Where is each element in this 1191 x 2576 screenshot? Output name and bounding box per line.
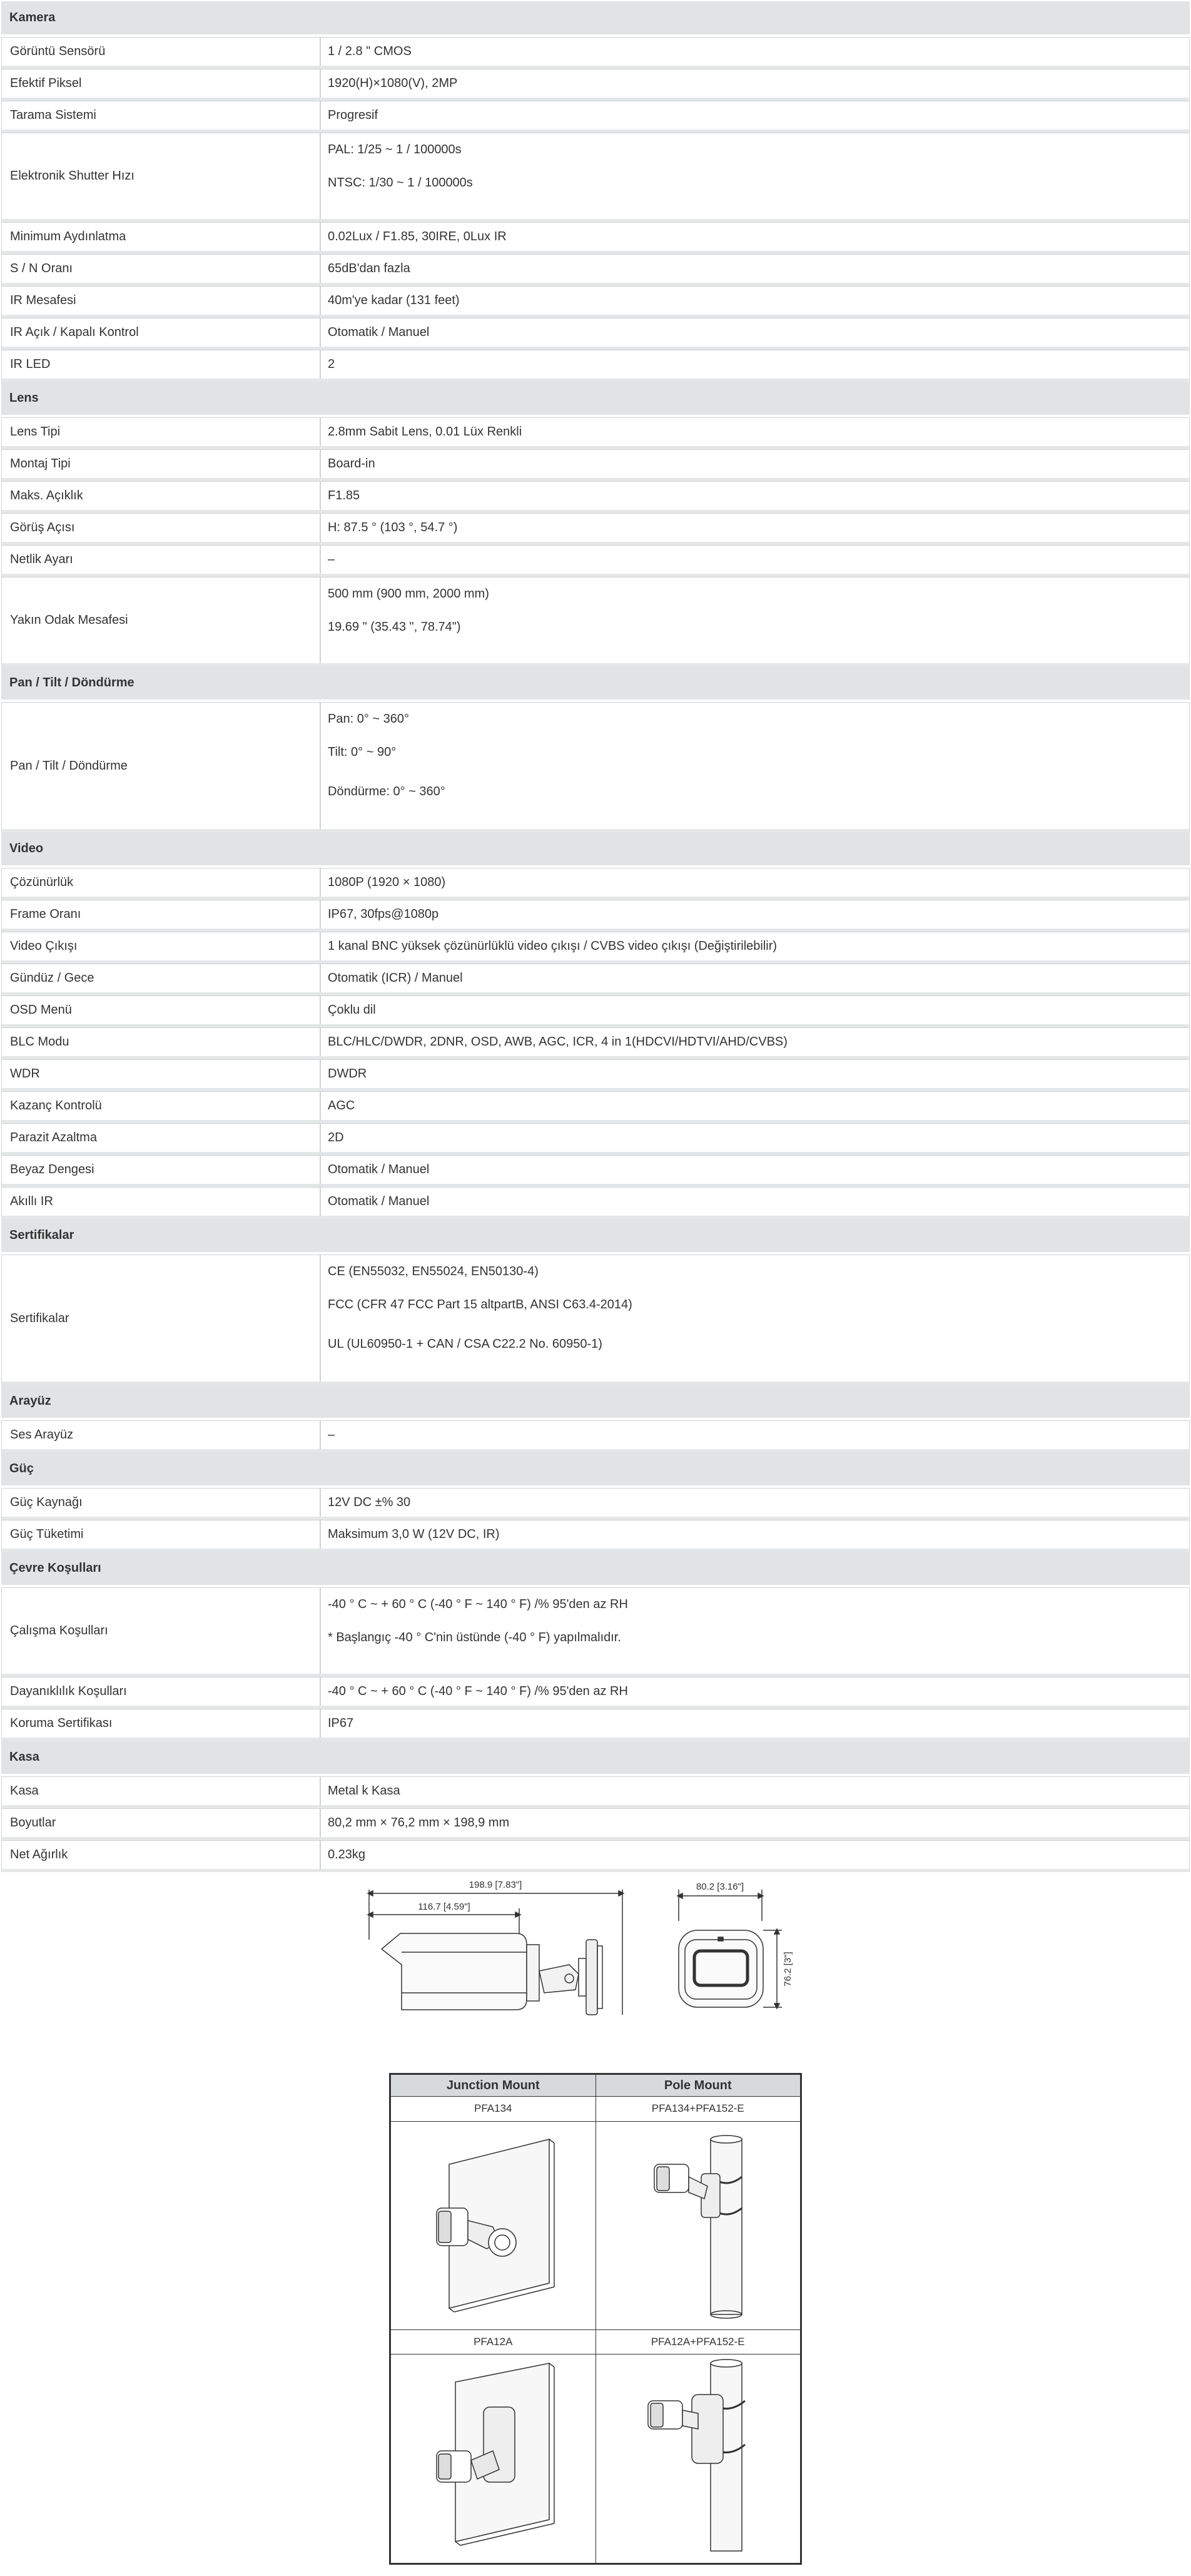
spec-label: Elektronik Shutter Hızı bbox=[2, 133, 321, 219]
spec-label: Frame Oranı bbox=[2, 900, 321, 929]
spec-value bbox=[321, 900, 1189, 929]
spec-label: Tarama Sistemi bbox=[2, 101, 321, 130]
spec-row bbox=[1, 1420, 1190, 1452]
spec-row bbox=[1, 133, 1190, 222]
mount-model: PFA12A bbox=[391, 2330, 596, 2355]
spec-label: Ses Arayüz bbox=[2, 1421, 321, 1449]
dim-width: 80.2 [3.16"] bbox=[696, 1881, 744, 1892]
spec-value-line: FCC (CFR 47 FCC Part 15 altpartB, ANSI C63.4-2014) bbox=[328, 1298, 632, 1311]
spec-row bbox=[1, 286, 1190, 318]
spec-row bbox=[1, 577, 1190, 666]
section-title: Çevre Koşulları bbox=[9, 1561, 101, 1575]
spec-value-line: NTSC: 1/30 ~ 1 / 100000s bbox=[328, 176, 473, 190]
spec-row bbox=[1, 101, 1190, 133]
spec-value bbox=[321, 1060, 1189, 1088]
spec-value-line: Progresif bbox=[328, 108, 378, 122]
spec-value-line: PAL: 1/25 ~ 1 / 100000s bbox=[328, 142, 462, 156]
spec-label: Akıllı IR bbox=[2, 1188, 321, 1216]
spec-value bbox=[321, 255, 1189, 283]
spec-value bbox=[321, 1124, 1189, 1152]
spec-label: Sertifikalar bbox=[2, 1255, 321, 1382]
spec-value-line: 2D bbox=[328, 1131, 344, 1144]
spec-row bbox=[1, 1587, 1190, 1677]
spec-row bbox=[1, 350, 1190, 382]
spec-label: Video Çıkışı bbox=[2, 932, 321, 960]
spec-value bbox=[321, 350, 1189, 379]
section-header bbox=[1, 666, 1190, 702]
spec-label: Pan / Tilt / Döndürme bbox=[2, 703, 321, 829]
spec-row bbox=[1, 1520, 1190, 1552]
spec-value bbox=[321, 964, 1189, 992]
spec-value bbox=[321, 418, 1189, 446]
spec-value-line: IP67, 30fps@1080p bbox=[328, 907, 439, 921]
spec-value bbox=[321, 1677, 1189, 1706]
spec-row bbox=[1, 69, 1190, 101]
spec-label: Koruma Sertifikası bbox=[2, 1709, 321, 1738]
spec-row bbox=[1, 900, 1190, 932]
spec-value-line: -40 ° C ~ + 60 ° C (-40 ° F ~ 140 ° F) /% 95'den az RH bbox=[328, 1597, 628, 1611]
pole-mount-illustration bbox=[596, 2355, 801, 2563]
mount-model: PFA134 bbox=[391, 2097, 596, 2121]
spec-value bbox=[321, 1809, 1189, 1837]
spec-value-line: – bbox=[328, 552, 335, 566]
spec-value-line: 1 / 2.8 " CMOS bbox=[328, 44, 412, 58]
spec-label: S / N Oranı bbox=[2, 255, 321, 283]
spec-row bbox=[1, 1840, 1190, 1872]
spec-row bbox=[1, 1488, 1190, 1520]
spec-label: Beyaz Dengesi bbox=[2, 1156, 321, 1184]
spec-table bbox=[1, 1, 1190, 1872]
spec-value-line: 65dB'dan fazla bbox=[328, 262, 410, 275]
dim-length-body: 116.7 [4.59"] bbox=[418, 1901, 470, 1912]
spec-label: Kasa bbox=[2, 1777, 321, 1805]
spec-value-line: Otomatik / Manuel bbox=[328, 325, 430, 339]
spec-value-line: Otomatik / Manuel bbox=[328, 1163, 430, 1176]
section-title: Kamera bbox=[9, 11, 56, 24]
spec-label: Görüş Açısı bbox=[2, 514, 321, 542]
spec-value-line: IP67 bbox=[328, 1716, 354, 1730]
spec-row bbox=[1, 513, 1190, 545]
spec-row bbox=[1, 1187, 1190, 1219]
spec-value-line: -40 ° C ~ + 60 ° C (-40 ° F ~ 140 ° F) /% 95'den az RH bbox=[328, 1684, 628, 1698]
spec-value-line: 1080P (1920 × 1080) bbox=[328, 875, 446, 889]
section-title: Kasa bbox=[9, 1750, 39, 1764]
spec-value-line: 40m'ye kadar (131 feet) bbox=[328, 293, 460, 307]
spec-label: Güç Tüketimi bbox=[2, 1520, 321, 1549]
section-title: Arayüz bbox=[9, 1394, 51, 1408]
spec-row bbox=[1, 1808, 1190, 1840]
spec-value bbox=[321, 223, 1189, 251]
spec-label: Minimum Aydınlatma bbox=[2, 223, 321, 251]
spec-row bbox=[1, 318, 1190, 350]
spec-value-line: 1 kanal BNC yüksek çözünürlüklü video çıkışı / CVBS video çıkışı (Değiştirilebilir) bbox=[328, 939, 778, 953]
spec-value bbox=[321, 1489, 1189, 1517]
spec-label: Gündüz / Gece bbox=[2, 964, 321, 992]
spec-value-line: 2.8mm Sabit Lens, 0.01 Lüx Renkli bbox=[328, 425, 522, 439]
section-header bbox=[1, 832, 1190, 868]
spec-value bbox=[321, 38, 1189, 66]
spec-label: Kazanç Kontrolü bbox=[2, 1092, 321, 1120]
spec-value bbox=[321, 1588, 1189, 1674]
spec-row bbox=[1, 545, 1190, 577]
spec-value-line: Otomatik (ICR) / Manuel bbox=[328, 971, 463, 985]
spec-label: WDR bbox=[2, 1060, 321, 1088]
spec-value-line: Çoklu dil bbox=[328, 1003, 376, 1017]
junction-mount-illustration bbox=[391, 2355, 596, 2563]
spec-value bbox=[321, 482, 1189, 510]
spec-value-line: Otomatik / Manuel bbox=[328, 1194, 430, 1208]
spec-label: Montaj Tipi bbox=[2, 450, 321, 478]
spec-label: Boyutlar bbox=[2, 1809, 321, 1837]
spec-row bbox=[1, 964, 1190, 995]
section-header bbox=[1, 1741, 1190, 1776]
spec-value-line: 0.23kg bbox=[328, 1848, 366, 1861]
spec-label: Maks. Açıklık bbox=[2, 482, 321, 510]
spec-value bbox=[321, 1156, 1189, 1184]
spec-value-line: * Başlangıç -40 ° C'nin üstünde (-40 ° F) yapılmalıdır. bbox=[328, 1631, 621, 1644]
spec-value-line: 1920(H)×1080(V), 2MP bbox=[328, 76, 458, 90]
spec-value bbox=[321, 287, 1189, 315]
spec-value-line: Pan: 0° ~ 360° bbox=[328, 711, 409, 726]
spec-value-line: BLC/HLC/DWDR, 2DNR, OSD, AWB, AGC, ICR, 4 in 1(HDCVI/HDTVI/AHD/CVBS) bbox=[328, 1035, 788, 1049]
section-header bbox=[1, 1219, 1190, 1255]
section-header bbox=[1, 1385, 1190, 1420]
spec-row bbox=[1, 449, 1190, 481]
spec-label: Güç Kaynağı bbox=[2, 1489, 321, 1517]
spec-value bbox=[321, 1255, 1189, 1382]
spec-value bbox=[321, 578, 1189, 663]
spec-value-line: 2 bbox=[328, 357, 335, 371]
spec-value bbox=[321, 932, 1189, 960]
spec-value-line: H: 87.5 ° (103 °, 54.7 °) bbox=[328, 521, 458, 534]
spec-value bbox=[321, 69, 1189, 98]
spec-row bbox=[1, 1059, 1190, 1091]
spec-label: Net Ağırlık bbox=[2, 1841, 321, 1869]
spec-value bbox=[321, 868, 1189, 897]
spec-value bbox=[321, 514, 1189, 542]
spec-value bbox=[321, 996, 1189, 1024]
spec-row bbox=[1, 1123, 1190, 1155]
spec-label: Efektif Piksel bbox=[2, 69, 321, 98]
spec-value-line: 80,2 mm × 76,2 mm × 198,9 mm bbox=[328, 1816, 510, 1830]
spec-value bbox=[321, 101, 1189, 130]
spec-row bbox=[1, 37, 1190, 69]
spec-label: BLC Modu bbox=[2, 1028, 321, 1056]
section-header bbox=[1, 1452, 1190, 1488]
spec-label: Parazit Azaltma bbox=[2, 1124, 321, 1152]
camera-front-view bbox=[677, 1890, 782, 2008]
section-header bbox=[1, 1, 1190, 37]
spec-value bbox=[321, 450, 1189, 478]
spec-value bbox=[321, 133, 1189, 219]
spec-value bbox=[321, 1841, 1189, 1869]
spec-value bbox=[321, 1777, 1189, 1805]
spec-value-line: Döndürme: 0° ~ 360° bbox=[328, 785, 445, 798]
section-title: Lens bbox=[9, 391, 39, 405]
dimension-drawing bbox=[363, 1871, 819, 2040]
spec-label: IR Açık / Kapalı Kontrol bbox=[2, 318, 321, 347]
junction-mount-illustration bbox=[391, 2121, 596, 2330]
spec-value-line: 0.02Lux / F1.85, 30IRE, 0Lux IR bbox=[328, 230, 507, 243]
mount-model: PFA134+PFA152-E bbox=[596, 2097, 801, 2121]
mount-model: PFA12A+PFA152-E bbox=[596, 2330, 801, 2355]
section-title: Sertifikalar bbox=[9, 1228, 74, 1242]
spec-row bbox=[1, 868, 1190, 900]
spec-label: Lens Tipi bbox=[2, 418, 321, 446]
spec-value-line: Metal k Kasa bbox=[328, 1784, 400, 1798]
spec-value-line: UL (UL60950-1 + CAN / CSA C22.2 No. 60950-1) bbox=[328, 1337, 602, 1351]
spec-label: Yakın Odak Mesafesi bbox=[2, 578, 321, 663]
spec-row bbox=[1, 702, 1190, 832]
section-title: Video bbox=[9, 842, 44, 855]
spec-value bbox=[321, 1092, 1189, 1120]
mounts-table bbox=[389, 2073, 802, 2565]
section-header bbox=[1, 1552, 1190, 1587]
spec-row bbox=[1, 1091, 1190, 1123]
spec-row bbox=[1, 995, 1190, 1027]
spec-value bbox=[321, 1709, 1189, 1738]
section-title: Pan / Tilt / Döndürme bbox=[9, 676, 134, 690]
spec-value bbox=[321, 1188, 1189, 1216]
spec-row bbox=[1, 1677, 1190, 1709]
spec-value-line: 19.69 " (35.43 ", 78.74") bbox=[328, 620, 461, 634]
spec-row bbox=[1, 932, 1190, 964]
spec-value bbox=[321, 546, 1189, 574]
section-header bbox=[1, 382, 1190, 417]
spec-value-line: CE (EN55032, EN55024, EN50130-4) bbox=[328, 1264, 539, 1278]
spec-value-line: 500 mm (900 mm, 2000 mm) bbox=[328, 586, 489, 601]
spec-value-line: AGC bbox=[328, 1099, 355, 1112]
spec-label: Çözünürlük bbox=[2, 868, 321, 897]
spec-value-line: – bbox=[328, 1428, 335, 1442]
spec-label: OSD Menü bbox=[2, 996, 321, 1024]
mounts-header-pole: Pole Mount bbox=[596, 2075, 801, 2097]
spec-value bbox=[321, 703, 1189, 829]
spec-row bbox=[1, 481, 1190, 513]
spec-value bbox=[321, 1520, 1189, 1549]
spec-value-line: F1.85 bbox=[328, 489, 360, 502]
spec-row bbox=[1, 1709, 1190, 1741]
spec-label: IR LED bbox=[2, 350, 321, 379]
spec-value-line: Tilt: 0° ~ 90° bbox=[328, 745, 397, 759]
spec-row bbox=[1, 1155, 1190, 1187]
spec-row bbox=[1, 1027, 1190, 1059]
dim-height: 76.2 [3"] bbox=[783, 1952, 793, 1987]
spec-value bbox=[321, 318, 1189, 347]
spec-row bbox=[1, 1776, 1190, 1808]
spec-value-line: Board-in bbox=[328, 457, 375, 471]
mounts-header-junction: Junction Mount bbox=[391, 2075, 596, 2097]
spec-value bbox=[321, 1028, 1189, 1056]
spec-value-line: Maksimum 3,0 W (12V DC, IR) bbox=[328, 1527, 500, 1541]
dim-length-total: 198.9 [7.83"] bbox=[469, 1880, 522, 1890]
spec-label: Çalışma Koşulları bbox=[2, 1588, 321, 1674]
spec-value-line: DWDR bbox=[328, 1067, 367, 1081]
spec-label: Dayanıklılık Koşulları bbox=[2, 1677, 321, 1706]
spec-label: IR Mesafesi bbox=[2, 287, 321, 315]
spec-row bbox=[1, 1255, 1190, 1385]
spec-row bbox=[1, 417, 1190, 449]
camera-side-view bbox=[368, 1890, 624, 2015]
spec-label: Netlik Ayarı bbox=[2, 546, 321, 574]
spec-value-line: 12V DC ±% 30 bbox=[328, 1495, 411, 1509]
spec-row bbox=[1, 222, 1190, 254]
section-title: Güç bbox=[9, 1462, 34, 1475]
spec-label: Görüntü Sensörü bbox=[2, 38, 321, 66]
spec-value bbox=[321, 1421, 1189, 1449]
pole-mount-illustration bbox=[596, 2121, 801, 2330]
spec-row bbox=[1, 254, 1190, 286]
